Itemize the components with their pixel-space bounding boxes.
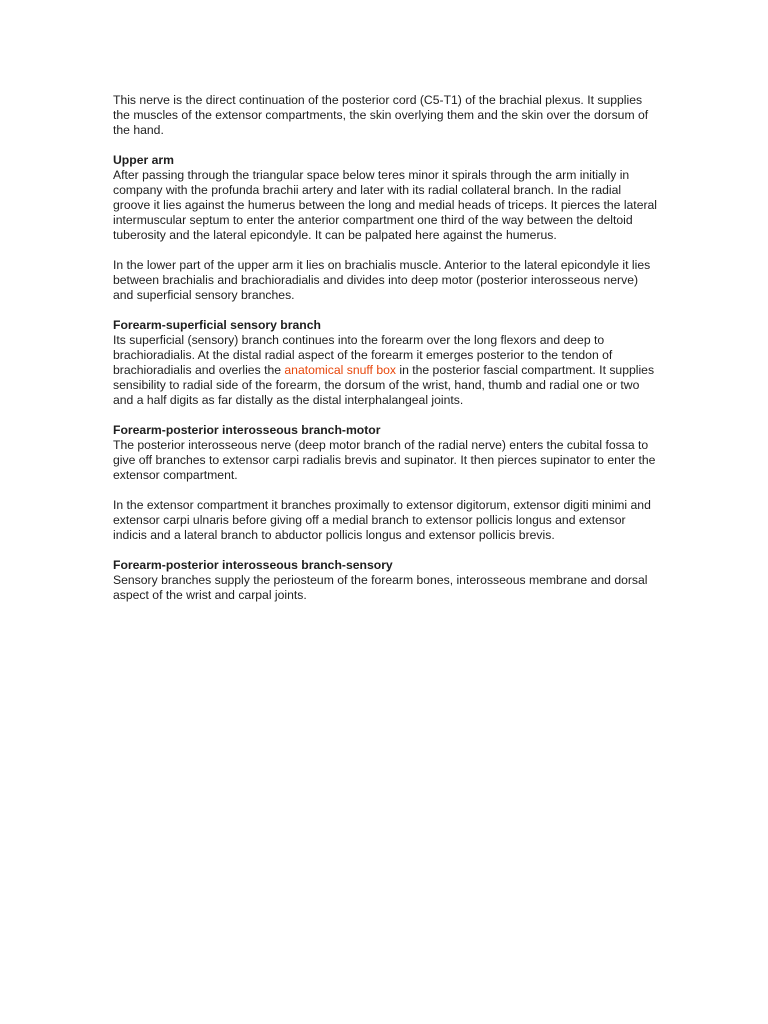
superficial-branch-heading: Forearm-superficial sensory branch [113, 318, 321, 332]
superficial-text-before-link: Its superficial (sensory) branch continues into the forearm over the long flexors and deep to brachioradialis. At the distal radial aspect of the forearm it emerges posterior to the tendon of brachioradialis and overlies the [113, 333, 613, 377]
posterior-motor-paragraph-2: In the extensor compartment it branches proximally to extensor digitorum, extensor digiti minimi and extensor carpi ulnaris before giving off a medial branch to extensor pollicis longus and extensor indicis and a lateral branch to abductor pollicis longus and extensor pollicis brevis. [113, 498, 651, 542]
anatomical-snuff-box-link[interactable]: anatomical snuff box [284, 363, 396, 377]
upper-arm-paragraph-2: In the lower part of the upper arm it lies on brachialis muscle. Anterior to the lateral epicondyle it lies between brachialis and brachioradialis and divides into deep motor (posterior interosseous nerve) and superficial sensory branches. [113, 258, 651, 302]
document-body [113, 93, 658, 603]
superficial-branch-paragraph [113, 333, 658, 408]
posterior-motor-heading: Forearm-posterior interosseous branch-motor [113, 423, 381, 437]
upper-arm-paragraph-1: After passing through the triangular space below teres minor it spirals through the arm initially in company with the profunda brachii artery and later with its radial collateral branch. In the radial groove it lies against the humerus between the long and medial heads of triceps. It pierces the lateral intermuscular septum to enter the anterior compartment one third of the way between the deltoid tuberosity and the lateral epicondyle. It can be palpated here against the humerus. [113, 168, 658, 242]
posterior-sensory-paragraph: Sensory branches supply the periosteum of the forearm bones, interosseous membrane and dorsal aspect of the wrist and carpal joints. [113, 573, 648, 602]
posterior-motor-paragraph-1: The posterior interosseous nerve (deep motor branch of the radial nerve) enters the cubital fossa to give off branches to extensor carpi radialis brevis and supinator. It then pierces supinator to enter the extensor compartment. [113, 438, 656, 482]
posterior-sensory-heading: Forearm-posterior interosseous branch-sensory [113, 558, 393, 572]
intro-paragraph: This nerve is the direct continuation of the posterior cord (C5-T1) of the brachial plexus. It supplies the muscles of the extensor compartments, the skin overlying them and the skin over the dorsum of the hand. [113, 93, 649, 137]
superficial-text-after-link: in the posterior fascial compartment. It supplies sensibility to radial side of the forearm, the dorsum of the wrist, hand, thumb and radial one or two and a half digits as far distally as the distal interphalangeal joints. [113, 363, 655, 407]
upper-arm-heading: Upper arm [113, 153, 174, 167]
